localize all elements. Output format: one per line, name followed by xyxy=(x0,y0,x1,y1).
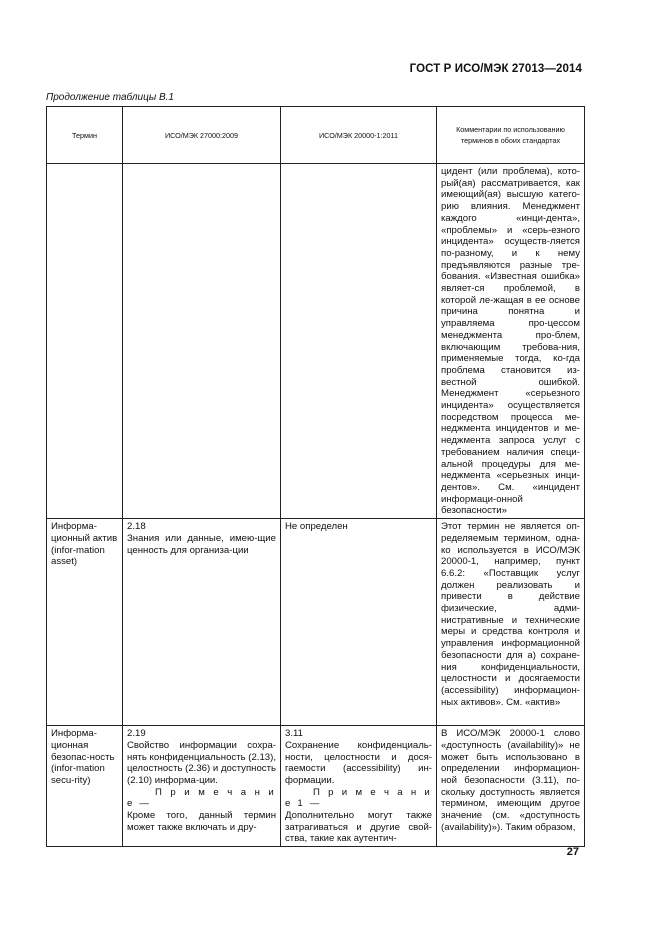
note-text: Дополнительно могут также затрагиваться и другие свой-ства, такие как аутентич- xyxy=(285,810,432,845)
cell-iso20000 xyxy=(281,164,437,519)
cell-iso27000 xyxy=(123,164,281,519)
cell-comment: В ИСО/МЭК 20000-1 слово «доступность (availability)» не может быть использовано в определении информацион-ной безопасности (3.11), по-скольку доступность является термином, имеющим другое значение (см. «доступность (availability)»). Таким образом, xyxy=(437,726,585,847)
cell-comment: цидент (или проблема), кото-рый(ая) рассматривается, как имеющий(ая) высшую катего-рию влияния. Менеджмент каждого «инци-дента», «проблемы» и «серь-езного инцидента» осуществ-ляется по-разному, и к нему предъявляются разные тре-бования. «Известная ошибка» являет-ся проблемой, в которой ле-жащая в ее основе причина понятна и управляема про-цессом менеджмента про-блем, включающим требова-ния, применяемые тогда, ко-гда проблема становится из-вестной ошибкой. Менеджмент «серьезного инцидента» осуществляется посредством процесса ме-неджмента инцидентов и ме-неджмента запроса услуг с требованием наличия специ-альной процедуры для ме-неджмента «серьезных инци-дентов». См. «инцидент информаци-онной безопасности» xyxy=(437,164,585,519)
definition-text: Свойство информации сохра-нять конфиденциальность (2.13), целостность (2.36) и доступность (2.10) информа-ции. xyxy=(127,739,276,786)
note-label: П р и м е ч а н и е — xyxy=(127,786,276,810)
comparison-table xyxy=(46,106,585,847)
table-row xyxy=(47,164,585,519)
definition-text: Знания или данные, имею-щие ценность для организа-ции xyxy=(127,532,276,556)
clause-number: 2.18 xyxy=(127,521,146,533)
cell-iso20000 xyxy=(281,726,437,847)
clause-number: 3.11 xyxy=(285,728,303,740)
note-label: П р и м е ч а н и е 1 — xyxy=(285,786,432,810)
note-text: Кроме того, данный термин может также включать и дру- xyxy=(127,810,276,833)
cell-iso27000 xyxy=(123,519,281,726)
cell-iso20000: Не определен xyxy=(281,519,437,726)
table-header-row xyxy=(47,107,585,164)
column-header-term: Термин xyxy=(47,107,123,164)
column-header-iso20000: ИСО/МЭК 20000-1:2011 xyxy=(281,107,437,164)
cell-term xyxy=(47,164,123,519)
table-row xyxy=(47,519,585,726)
table-caption: Продолжение таблицы В.1 xyxy=(46,92,174,103)
column-header-iso27000: ИСО/МЭК 27000:2009 xyxy=(123,107,281,164)
cell-term: Информа-ционная безопас-ность (infor-mation secu-rity) xyxy=(47,726,123,847)
document-header: ГОСТ Р ИСО/МЭК 27013—2014 xyxy=(409,63,582,75)
cell-iso27000 xyxy=(123,726,281,847)
cell-term: Информа-ционный актив (infor-mation asset) xyxy=(47,519,123,726)
column-header-comments: Комментарии по использованию терминов в обоих стандартах xyxy=(437,107,585,164)
page-number: 27 xyxy=(566,846,579,858)
definition-text: Сохранение конфиденциаль-ности, целостности и дося-гаемости (accessibility) ин-формации. xyxy=(285,739,432,786)
clause-number: 2.19 xyxy=(127,728,146,740)
cell-comment: Этот термин не является оп-ределяемым термином, одна-ко используется в ИСО/МЭК 20000-1, например, пункт 6.6.2: «Поставщик услуг должен реализовать и привести в действие физические, адми-нистративные и технические меры и средства контроля и управления информационной безопасности для а) сохране-ния конфиденциальности, целостности и досягаемости (accessibility) информацион-ных активов». См. «актив» xyxy=(437,519,585,726)
table-row xyxy=(47,726,585,847)
